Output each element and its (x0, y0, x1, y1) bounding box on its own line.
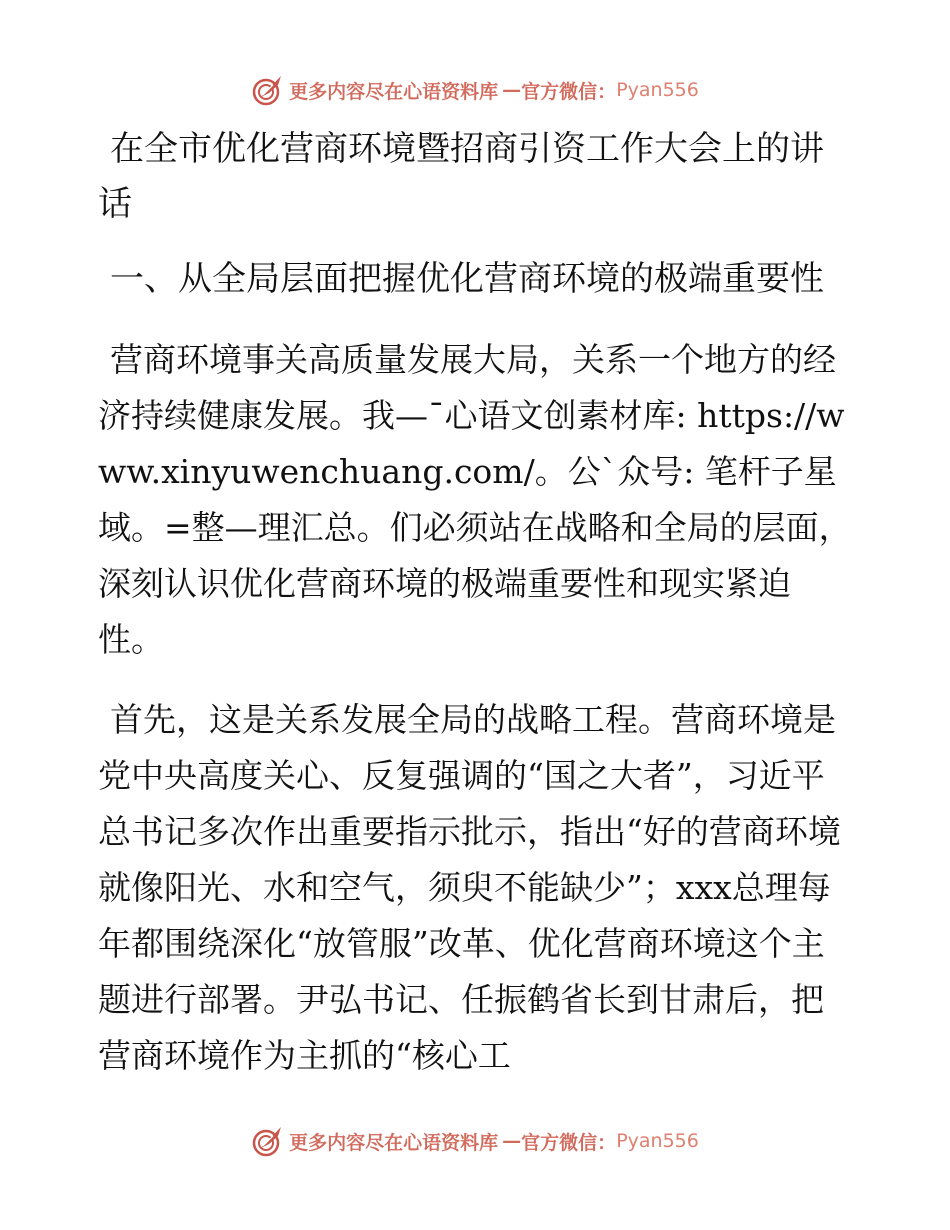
document-body (98, 122, 852, 1108)
quill-logo-icon (251, 73, 285, 107)
document-title: 在全市优化营商环境暨招商引资工作大会上的讲话 (98, 129, 824, 224)
footer-banner (0, 1121, 950, 1161)
section-heading: 一、从全局层面把握优化营商环境的极端重要性 (110, 259, 824, 299)
banner-site-text: 更多内容尽在心语资料库 (289, 80, 499, 103)
banner-contact-value: Pyan556 (616, 79, 699, 101)
banner-separator: — (502, 1130, 522, 1152)
banner-contact-label: 官方微信： (521, 1131, 617, 1154)
quill-logo-icon (251, 1124, 285, 1158)
banner-contact-label: 官方微信： (521, 80, 617, 103)
banner-site-text: 更多内容尽在心语资料库 (289, 1131, 499, 1154)
paragraph: 营商环境事关高质量发展大局，关系一个地方的经济持续健康发展。我—¯心语文创素材库: https://www.xinyuwenchuang.com/。公`众号: 笔杆子星域。=整—理汇总。们必须站在战略和全局的层面，深刻认识优化营商环境的极端重要性和现实紧迫性。 (98, 340, 852, 659)
banner-contact-value: Pyan556 (616, 1130, 699, 1152)
paragraph: 首先，这是关系发展全局的战略工程。营商环境是党中央高度关心、反复强调的“国之大者”，习近平总书记多次作出重要指示批示，指出“好的营商环境就像阳光、水和空气，须臾不能缺少”；xxx总理每年都围绕深化“放管服”改革、优化营商环境这个主题进行部署。尹弘书记、任振鹤省长到甘肃后，把营商环境作为主抓的“核心工 (98, 700, 841, 1075)
banner-separator: — (502, 79, 522, 101)
header-banner (0, 70, 950, 110)
